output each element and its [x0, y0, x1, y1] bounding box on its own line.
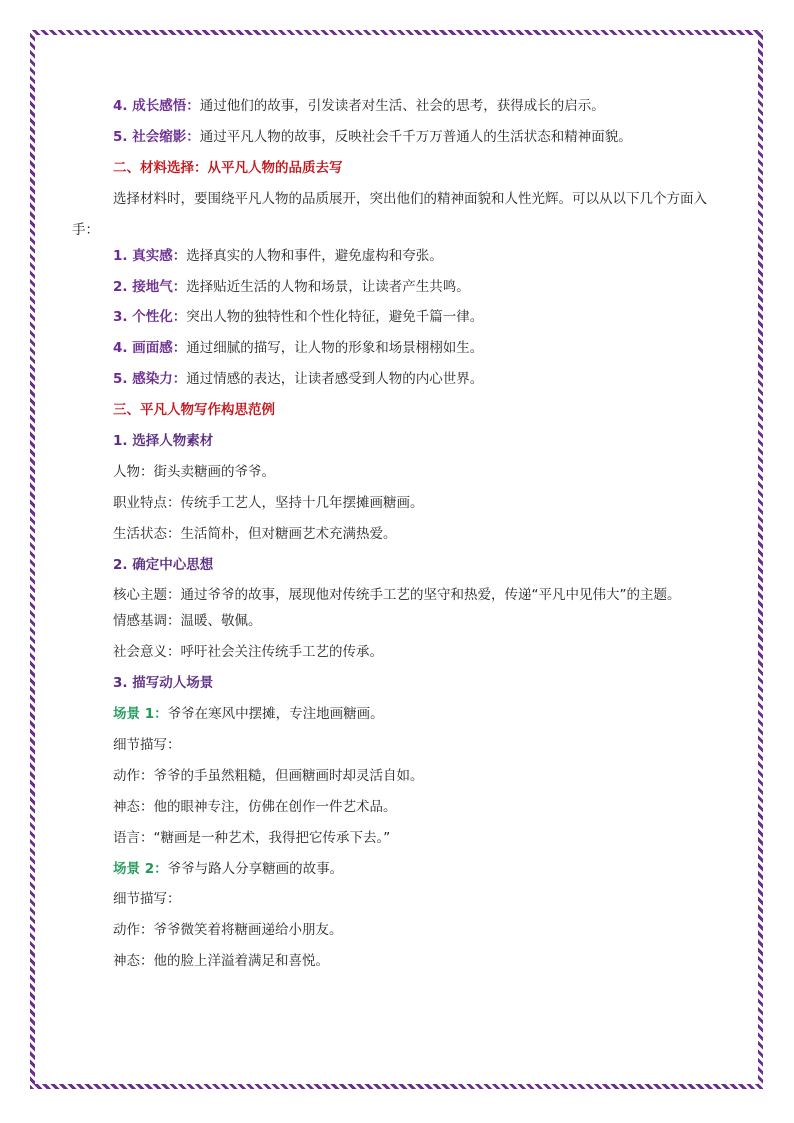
item-text: 通过他们的故事，引发读者对生活、社会的思考，获得成长的启示。	[199, 98, 605, 114]
subsection-title: 2. 确定中心思想	[113, 556, 214, 573]
item-label: 4. 画面感：	[113, 340, 187, 357]
text-line: 神态：他的脸上洋溢着满足和喜悦。	[113, 953, 329, 970]
list-item	[72, 369, 732, 389]
item-text: 选择真实的人物和事件，避免虚构和夸张。	[186, 247, 443, 264]
text-line: 社会意义：呼吁社会关注传统手工艺的传承。	[113, 644, 383, 661]
item-label: 1. 真实感：	[113, 247, 187, 264]
list-item	[72, 96, 732, 116]
subsection-title: 3. 描写动人场景	[113, 675, 214, 692]
item-label: 3. 个性化：	[113, 309, 187, 326]
subsection-title: 1. 选择人物素材	[113, 433, 214, 450]
text-line: 神态：他的眼神专注，仿佛在创作一件艺术品。	[113, 798, 397, 815]
text-line: 情感基调：温暖、敬佩。	[113, 613, 262, 630]
text-line: 语言：“糖画是一种艺术，我得把它传承下去。”	[113, 829, 391, 846]
item-text: 通过情感的表达，让读者感受到人物的内心世界。	[186, 371, 484, 388]
item-label: 4. 成长感悟：	[113, 98, 200, 114]
item-label: 2. 接地气：	[113, 278, 187, 295]
scene-label: 场景 2：	[113, 860, 168, 877]
item-text: 选择贴近生活的人物和场景，让读者产生共鸣。	[186, 278, 470, 295]
item-label: 5. 感染力：	[113, 371, 187, 388]
list-item	[72, 246, 732, 266]
item-text: 突出人物的独特性和个性化特征，避免千篇一律。	[186, 309, 484, 326]
text-line: 生活状态：生活简朴，但对糖画艺术充满热爱。	[113, 525, 397, 542]
text-line: 细节描写：	[113, 891, 181, 908]
text-line: 人物：街头卖糖画的爷爷。	[113, 463, 275, 480]
item-label: 5. 社会缩影：	[113, 128, 200, 145]
text-line: 动作：爷爷微笑着将糖画递给小朋友。	[113, 922, 343, 939]
list-item	[72, 127, 732, 147]
intro-paragraph: 选择材料时，要围绕平凡人物的品质展开，突出他们的精神面貌和人性光辉。可以从以下几个方面入手：	[72, 190, 707, 238]
theme-paragraph: 核心主题：通过爷爷的故事，展现他对传统手工艺的坚守和热爱，传递“平凡中见伟大”的主题。	[113, 587, 681, 604]
scene-line	[72, 704, 732, 724]
list-item	[72, 277, 732, 297]
scene-text: 爷爷在寒风中摆摊，专注地画糖画。	[167, 706, 384, 723]
scene-text: 爷爷与路人分享糖画的故事。	[167, 860, 344, 877]
text-line: 职业特点：传统手工艺人，坚持十几年摆摊画糖画。	[113, 494, 424, 511]
text-line: 动作：爷爷的手虽然粗糙，但画糖画时却灵活自如。	[113, 767, 424, 784]
list-item	[72, 338, 732, 358]
document-body	[72, 96, 732, 982]
text-line: 细节描写：	[113, 737, 181, 754]
section-heading: 二、材料选择：从平凡人物的品质去写	[113, 159, 343, 176]
section-heading: 三、平凡人物写作构思范例	[113, 402, 275, 419]
item-text: 通过细腻的描写，让人物的形象和场景栩栩如生。	[186, 340, 484, 357]
scene-line	[72, 859, 732, 879]
scene-label: 场景 1：	[113, 706, 168, 723]
list-item	[72, 307, 732, 327]
item-text: 通过平凡人物的故事，反映社会千千万万普通人的生活状态和精神面貌。	[199, 128, 632, 145]
